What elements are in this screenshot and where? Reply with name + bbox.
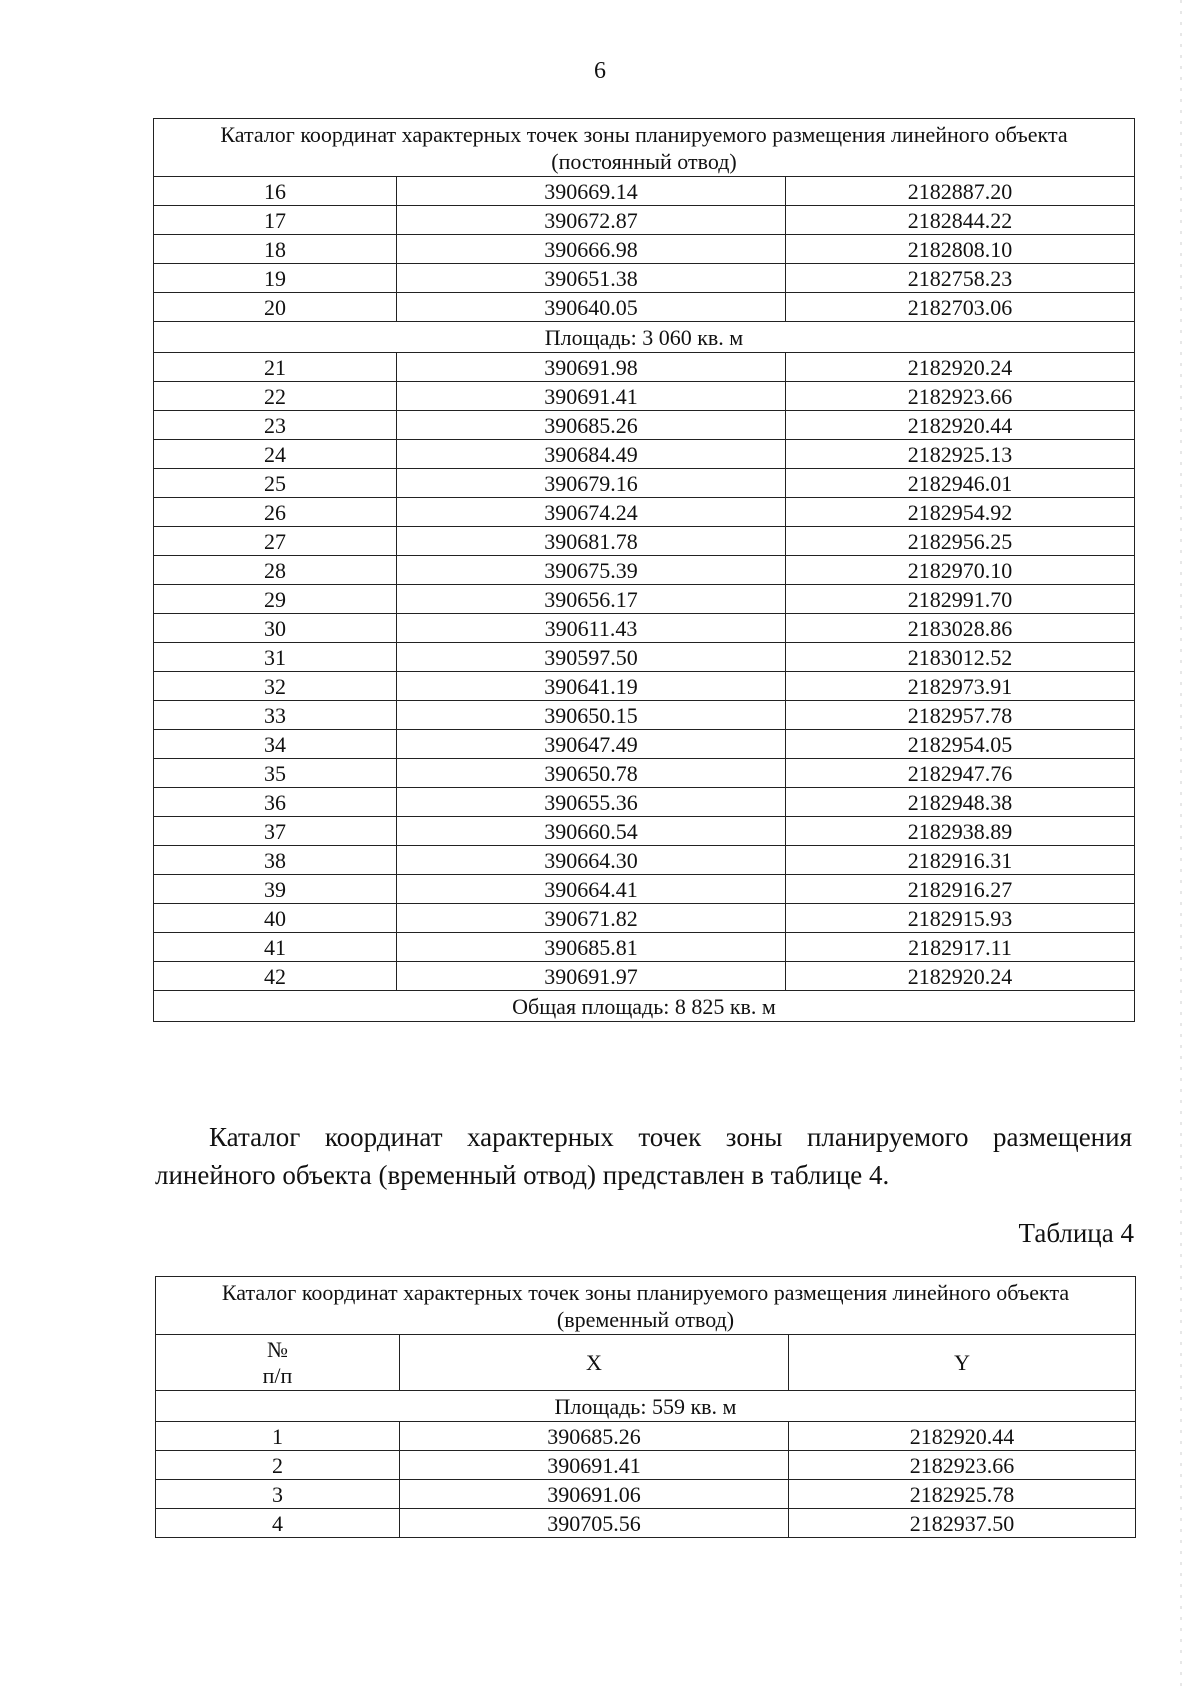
cell-x: 390650.15 bbox=[397, 701, 786, 730]
cell-y: 2182970.10 bbox=[786, 556, 1135, 585]
header-y: Y bbox=[789, 1335, 1136, 1391]
cell-y: 2182923.66 bbox=[786, 382, 1135, 411]
area-label-row bbox=[154, 322, 1135, 353]
cell-y: 2182920.44 bbox=[789, 1422, 1136, 1451]
table-header-row bbox=[156, 1335, 1136, 1391]
cell-x: 390660.54 bbox=[397, 817, 786, 846]
table-row bbox=[156, 1509, 1136, 1538]
cell-point-number: 22 bbox=[154, 382, 397, 411]
cell-point-number: 36 bbox=[154, 788, 397, 817]
cell-y: 2182916.27 bbox=[786, 875, 1135, 904]
cell-y: 2182920.44 bbox=[786, 411, 1135, 440]
total-area-label-row bbox=[154, 991, 1135, 1022]
cell-x: 390597.50 bbox=[397, 643, 786, 672]
table-row bbox=[154, 556, 1135, 585]
header-number bbox=[156, 1335, 400, 1391]
cell-point-number: 34 bbox=[154, 730, 397, 759]
cell-x: 390656.17 bbox=[397, 585, 786, 614]
table-row bbox=[154, 382, 1135, 411]
table-row bbox=[154, 235, 1135, 264]
table-row bbox=[154, 788, 1135, 817]
cell-x: 390640.05 bbox=[397, 293, 786, 322]
cell-point-number: 35 bbox=[154, 759, 397, 788]
cell-point-number: 30 bbox=[154, 614, 397, 643]
table-label: Таблица 4 bbox=[1018, 1218, 1134, 1248]
table-row bbox=[154, 469, 1135, 498]
cell-point-number: 18 bbox=[154, 235, 397, 264]
cell-point-number: 2 bbox=[156, 1451, 400, 1480]
cell-x: 390611.43 bbox=[397, 614, 786, 643]
cell-y: 2182808.10 bbox=[786, 235, 1135, 264]
cell-x: 390655.36 bbox=[397, 788, 786, 817]
table-row bbox=[154, 411, 1135, 440]
cell-point-number: 23 bbox=[154, 411, 397, 440]
cell-x: 390674.24 bbox=[397, 498, 786, 527]
table-row bbox=[154, 933, 1135, 962]
cell-point-number: 40 bbox=[154, 904, 397, 933]
table-caption bbox=[154, 119, 1135, 177]
table-row bbox=[154, 875, 1135, 904]
table-row bbox=[154, 264, 1135, 293]
cell-y: 2182954.92 bbox=[786, 498, 1135, 527]
page-number: 6 bbox=[594, 58, 606, 84]
table-row bbox=[154, 643, 1135, 672]
table-row bbox=[154, 701, 1135, 730]
cell-x: 390647.49 bbox=[397, 730, 786, 759]
table-caption-row bbox=[156, 1277, 1136, 1335]
cell-y: 2182937.50 bbox=[789, 1509, 1136, 1538]
table-row bbox=[154, 904, 1135, 933]
cell-point-number: 39 bbox=[154, 875, 397, 904]
table-row bbox=[154, 962, 1135, 991]
cell-point-number: 37 bbox=[154, 817, 397, 846]
table-row bbox=[154, 206, 1135, 235]
table-caption-line2: (постоянный отвод) bbox=[551, 149, 737, 174]
cell-point-number: 28 bbox=[154, 556, 397, 585]
cell-point-number: 32 bbox=[154, 672, 397, 701]
area-label: Площадь: 559 кв. м bbox=[156, 1391, 1136, 1422]
table-caption-line2: (временный отвод) bbox=[556, 1307, 735, 1332]
cell-y: 2182758.23 bbox=[786, 264, 1135, 293]
table-row bbox=[154, 614, 1135, 643]
cell-point-number: 1 bbox=[156, 1422, 400, 1451]
cell-point-number: 26 bbox=[154, 498, 397, 527]
table-caption-line1: Каталог координат характерных точек зоны планируемого размещения линейного объекта bbox=[220, 122, 1068, 147]
cell-x: 390672.87 bbox=[397, 206, 786, 235]
cell-point-number: 33 bbox=[154, 701, 397, 730]
cell-point-number: 20 bbox=[154, 293, 397, 322]
coordinates-table-temporary bbox=[155, 1276, 1136, 1538]
cell-y: 2182917.11 bbox=[786, 933, 1135, 962]
cell-x: 390691.41 bbox=[400, 1451, 789, 1480]
cell-y: 2182957.78 bbox=[786, 701, 1135, 730]
cell-point-number: 4 bbox=[156, 1509, 400, 1538]
cell-x: 390664.41 bbox=[397, 875, 786, 904]
cell-y: 2182887.20 bbox=[786, 177, 1135, 206]
cell-point-number: 41 bbox=[154, 933, 397, 962]
table-row bbox=[156, 1451, 1136, 1480]
cell-x: 390650.78 bbox=[397, 759, 786, 788]
cell-y: 2182920.24 bbox=[786, 353, 1135, 382]
cell-y: 2182925.13 bbox=[786, 440, 1135, 469]
cell-x: 390691.06 bbox=[400, 1480, 789, 1509]
cell-y: 2182925.78 bbox=[789, 1480, 1136, 1509]
cell-x: 390691.97 bbox=[397, 962, 786, 991]
table-row bbox=[156, 1480, 1136, 1509]
table-row bbox=[156, 1422, 1136, 1451]
total-area-label: Общая площадь: 8 825 кв. м bbox=[154, 991, 1135, 1022]
cell-y: 2182844.22 bbox=[786, 206, 1135, 235]
cell-point-number: 3 bbox=[156, 1480, 400, 1509]
body-paragraph: Каталог координат характерных точек зоны планируемого размещения линейного объекта (временный отвод) представлен в таблице 4. bbox=[155, 1122, 1132, 1190]
table-row bbox=[154, 846, 1135, 875]
area-label: Площадь: 3 060 кв. м bbox=[154, 322, 1135, 353]
table-row bbox=[154, 177, 1135, 206]
cell-point-number: 25 bbox=[154, 469, 397, 498]
table-row bbox=[154, 353, 1135, 382]
cell-point-number: 42 bbox=[154, 962, 397, 991]
cell-y: 2183028.86 bbox=[786, 614, 1135, 643]
table-caption-row bbox=[154, 119, 1135, 177]
table-row bbox=[154, 730, 1135, 759]
header-x: X bbox=[400, 1335, 789, 1391]
cell-x: 390669.14 bbox=[397, 177, 786, 206]
table-row bbox=[154, 498, 1135, 527]
cell-y: 2182938.89 bbox=[786, 817, 1135, 846]
cell-y: 2182915.93 bbox=[786, 904, 1135, 933]
cell-x: 390679.16 bbox=[397, 469, 786, 498]
cell-x: 390641.19 bbox=[397, 672, 786, 701]
table-caption bbox=[156, 1277, 1136, 1335]
table-caption-line1: Каталог координат характерных точек зоны планируемого размещения линейного объекта bbox=[221, 1280, 1070, 1305]
coordinates-table-permanent bbox=[153, 118, 1135, 1022]
cell-y: 2182948.38 bbox=[786, 788, 1135, 817]
cell-point-number: 21 bbox=[154, 353, 397, 382]
area-label-row bbox=[156, 1391, 1136, 1422]
table-row bbox=[154, 817, 1135, 846]
cell-x: 390675.39 bbox=[397, 556, 786, 585]
cell-y: 2182703.06 bbox=[786, 293, 1135, 322]
cell-y: 2182923.66 bbox=[789, 1451, 1136, 1480]
cell-x: 390681.78 bbox=[397, 527, 786, 556]
cell-x: 390691.98 bbox=[397, 353, 786, 382]
table-row bbox=[154, 759, 1135, 788]
cell-x: 390651.38 bbox=[397, 264, 786, 293]
cell-point-number: 31 bbox=[154, 643, 397, 672]
cell-x: 390671.82 bbox=[397, 904, 786, 933]
scan-edge-artifact bbox=[1180, 0, 1182, 1686]
table-row bbox=[154, 672, 1135, 701]
header-number-line2: п/п bbox=[262, 1362, 293, 1388]
cell-point-number: 29 bbox=[154, 585, 397, 614]
cell-x: 390685.81 bbox=[397, 933, 786, 962]
table-row bbox=[154, 527, 1135, 556]
cell-point-number: 38 bbox=[154, 846, 397, 875]
cell-x: 390684.49 bbox=[397, 440, 786, 469]
cell-y: 2182920.24 bbox=[786, 962, 1135, 991]
header-number-line1: № bbox=[267, 1336, 288, 1362]
cell-x: 390685.26 bbox=[400, 1422, 789, 1451]
cell-point-number: 27 bbox=[154, 527, 397, 556]
cell-y: 2182973.91 bbox=[786, 672, 1135, 701]
cell-x: 390691.41 bbox=[397, 382, 786, 411]
cell-x: 390664.30 bbox=[397, 846, 786, 875]
table-row bbox=[154, 293, 1135, 322]
cell-point-number: 19 bbox=[154, 264, 397, 293]
cell-point-number: 24 bbox=[154, 440, 397, 469]
cell-y: 2182991.70 bbox=[786, 585, 1135, 614]
table-row bbox=[154, 585, 1135, 614]
cell-x: 390705.56 bbox=[400, 1509, 789, 1538]
cell-y: 2182956.25 bbox=[786, 527, 1135, 556]
table-row bbox=[154, 440, 1135, 469]
cell-x: 390666.98 bbox=[397, 235, 786, 264]
cell-y: 2182916.31 bbox=[786, 846, 1135, 875]
cell-point-number: 16 bbox=[154, 177, 397, 206]
cell-x: 390685.26 bbox=[397, 411, 786, 440]
cell-y: 2182954.05 bbox=[786, 730, 1135, 759]
cell-y: 2182947.76 bbox=[786, 759, 1135, 788]
cell-y: 2182946.01 bbox=[786, 469, 1135, 498]
cell-point-number: 17 bbox=[154, 206, 397, 235]
cell-y: 2183012.52 bbox=[786, 643, 1135, 672]
